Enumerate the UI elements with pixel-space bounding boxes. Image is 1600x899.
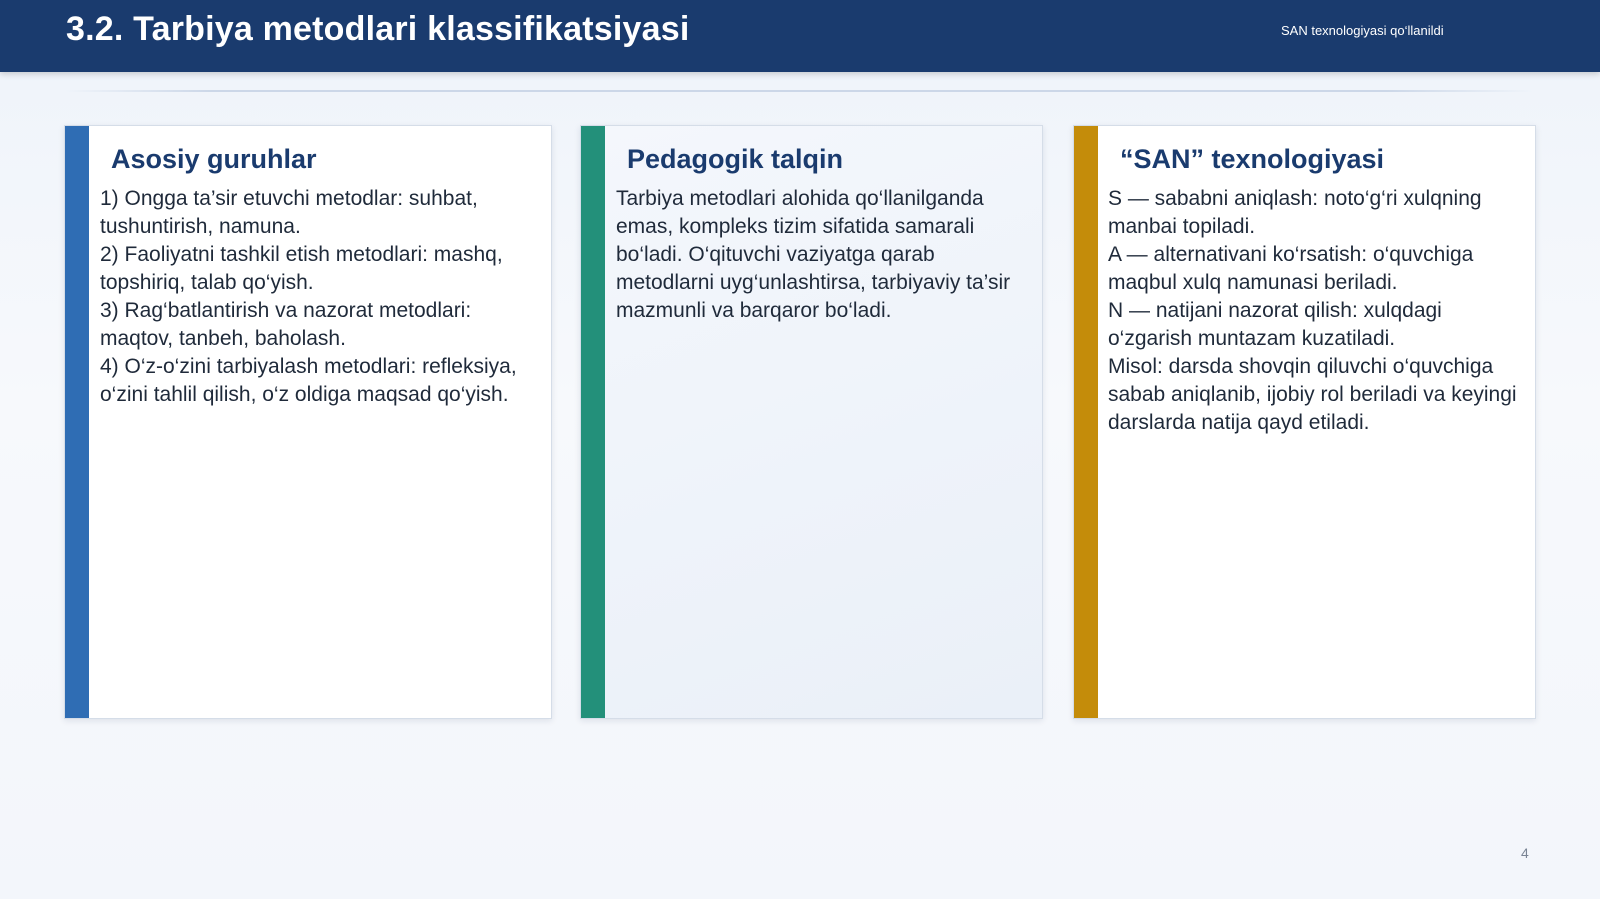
card-pedagogik-talqin [580, 125, 1043, 719]
card-line: N — natijani nazorat qilish: xulqdagi o‘zgarish muntazam kuzatiladi. [1108, 299, 1442, 350]
card-line: Misol: darsda shovqin qiluvchi o‘quvchiga sabab aniqlanib, ijobiy rol beriladi va keyingi darslarda natija qayd etiladi. [1108, 355, 1517, 434]
card-title: “SAN” texnologiyasi [1120, 144, 1385, 174]
card-body [1108, 185, 1528, 437]
divider [64, 90, 1534, 92]
card-body [616, 185, 1031, 325]
card-line: A — alternativani ko‘rsatish: o‘quvchiga maqbul xulq namunasi beriladi. [1108, 243, 1474, 294]
card-line: 1) Ongga ta’sir etuvchi metodlar: suhbat, tushuntirish, namuna. [100, 187, 478, 238]
card-accent-bar [1074, 126, 1098, 718]
card-line: Tarbiya metodlari alohida qo‘llanilganda emas, kompleks tizim sifatida samarali bo‘ladi. O‘qituvchi vaziyatga qarab metodlarni uyg‘unlashtirsa, tarbiyaviy ta’sir mazmunli va barqaror bo‘ladi. [616, 187, 1011, 322]
card-san-texnologiyasi [1073, 125, 1536, 719]
card-line: S — sababni aniqlash: noto‘g‘ri xulqning manbai topiladi. [1108, 187, 1482, 238]
card-accent-bar [581, 126, 605, 718]
card-title: Asosiy guruhlar [111, 144, 317, 174]
card-line: 4) O‘z-o‘zini tarbiyalash metodlari: refleksiya, o‘zini tahlil qilish, o‘z oldiga maqsad qo‘yish. [100, 355, 517, 406]
header-note: SAN texnologiyasi qo‘llanildi [1281, 23, 1444, 38]
card-line: 3) Rag‘batlantirish va nazorat metodlari: maqtov, tanbeh, baholash. [100, 299, 472, 350]
card-title: Pedagogik talqin [627, 144, 844, 174]
page-number: 4 [1521, 845, 1529, 861]
card-accent-bar [65, 126, 89, 718]
card-line: 2) Faoliyatni tashkil etish metodlari: mashq, topshiriq, talab qo‘yish. [100, 243, 503, 294]
slide-title: 3.2. Tarbiya metodlari klassifikatsiyasi [66, 10, 690, 48]
slide-header [0, 0, 1600, 72]
card-asosiy-guruhlar [64, 125, 552, 719]
card-body [100, 185, 540, 409]
